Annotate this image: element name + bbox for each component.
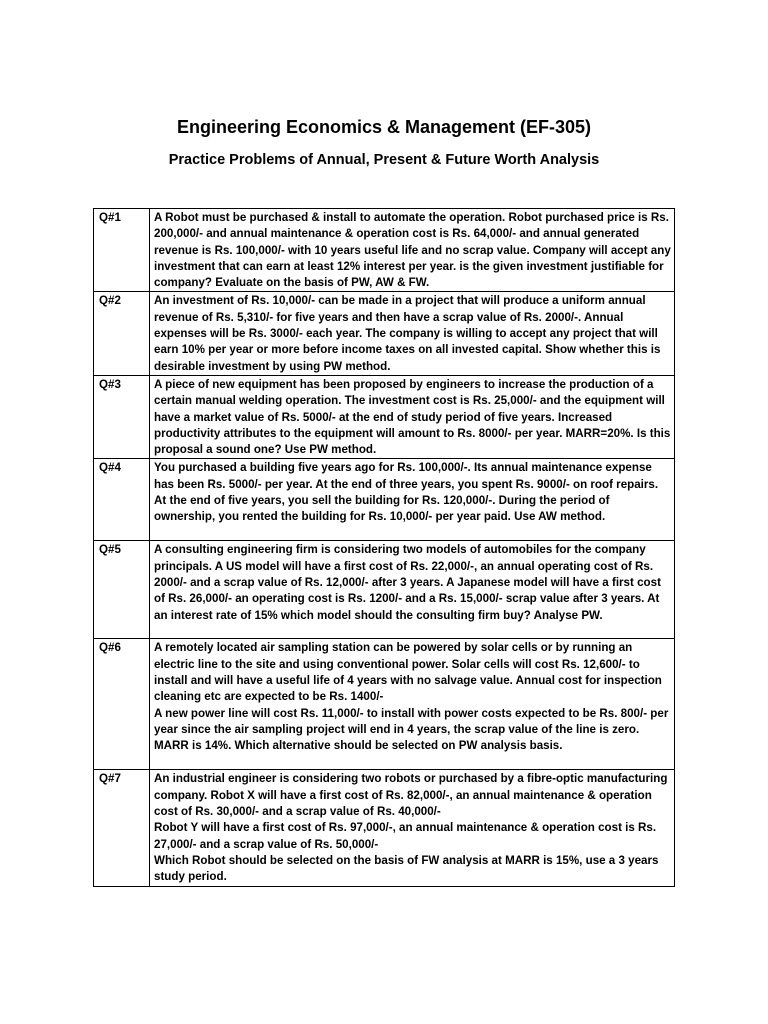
question-paragraph: Robot Y will have a first cost of Rs. 97,000/-, an annual maintenance & operation cost is Rs. 27,000/- and a scrap value of Rs. 50,000/-: [154, 821, 657, 851]
question-text: A piece of new equipment has been proposed by engineers to increase the production of a certain manual welding operation. The investment cost is Rs. 25,000/- and the equipment will have a market value of Rs. 5000/- at the end of study period of five years. Increased productivity attributes to the equipment will amount to Rs. 8000/- per year. MARR=20%. Is this proposal a sound one? Use PW method.: [150, 375, 675, 458]
question-text: You purchased a building five years ago for Rs. 100,000/-. Its annual maintenance expense has been Rs. 5000/- per year. At the end of three years, you spent Rs. 9000/- on roof repairs. At the end of five years, you sell the building for Rs. 120,000/-. During the period of ownership, you rented the building for Rs. 10,000/- per year paid. Use AW method.: [150, 459, 675, 541]
question-text: A consulting engineering firm is considering two models of automobiles for the company principals. A US model will have a first cost of Rs. 22,000/-, an annual operating cost of Rs. 2000/- and a scrap value of Rs. 12,000/- after 3 years. A Japanese model will have a first cost of Rs. 26,000/- an operating cost is Rs. 1200/- and a Rs. 15,000/- scrap value after 3 years. At an interest rate of 15% which model should the consulting firm buy? Analyse PW.: [150, 541, 675, 639]
question-paragraph: Which Robot should be selected on the basis of FW analysis at MARR is 15%, use a 3 years study period.: [154, 853, 659, 884]
question-paragraph: MARR is 14%. Which alternative should be selected on PW analysis basis.: [154, 739, 563, 753]
question-number: Q#7: [94, 770, 150, 886]
document-title: Engineering Economics & Management (EF-305): [176, 117, 592, 137]
question-paragraph: An industrial engineer is considering two robots or purchased by a fibre-optic manufacturing company. Robot X will have a first cost of Rs. 82,000/-, an annual maintenance & operation cost of Rs. 30,000/- and a scrap value of Rs. 40,000/-: [154, 772, 668, 819]
question-number: Q#5: [94, 541, 150, 639]
question-row-5: [94, 541, 675, 639]
questions-table: [93, 208, 675, 887]
question-text: [150, 770, 675, 886]
question-text: An investment of Rs. 10,000/- can be made in a project that will produce a uniform annual revenue of Rs. 5,310/- for five years and then have a scrap value of Rs. 2000/-. Annual expenses will be Rs. 3000/- each year. The company is willing to accept any project that will earn 10% per year or more before income taxes on all invested capital. Show whether this is desirable investment by using PW method.: [150, 292, 675, 375]
question-paragraph: A remotely located air sampling station can be powered by solar cells or by running an electric line to the site and using conventional power. Solar cells will cost Rs. 12,600/- to install and will have a useful life of 4 years with no salvage value. Annual cost for inspection cleaning etc are expected to be Rs. 1400/-: [154, 641, 662, 704]
question-number: Q#4: [94, 459, 150, 541]
document-subtitle: Practice Problems of Annual, Present & Future Worth Analysis: [168, 152, 600, 168]
question-row-2: [94, 292, 675, 375]
question-number: Q#1: [94, 209, 150, 292]
question-text: [150, 639, 675, 770]
question-text: A Robot must be purchased & install to automate the operation. Robot purchased price is Rs. 200,000/- and annual maintenance & operation cost is Rs. 64,000/- and annual generated revenue is Rs. 100,000/- with 10 years useful life and no scrap value. Company will accept any investment that can earn at least 12% interest per year. is the given investment justifiable for company? Evaluate on the basis of PW, AW & FW.: [150, 209, 675, 292]
question-number: Q#6: [94, 639, 150, 770]
question-paragraph: A new power line will cost Rs. 11,000/- to install with power costs expected to be Rs. 800/- per year since the air sampling project will end in 4 years, the scrap value of the line is zero.: [154, 706, 669, 736]
question-number: Q#3: [94, 375, 150, 458]
question-row-1: [94, 209, 675, 292]
question-number: Q#2: [94, 292, 150, 375]
question-row-4: [94, 459, 675, 541]
question-row-7: [94, 770, 675, 886]
question-row-3: [94, 375, 675, 458]
question-row-6: [94, 639, 675, 770]
